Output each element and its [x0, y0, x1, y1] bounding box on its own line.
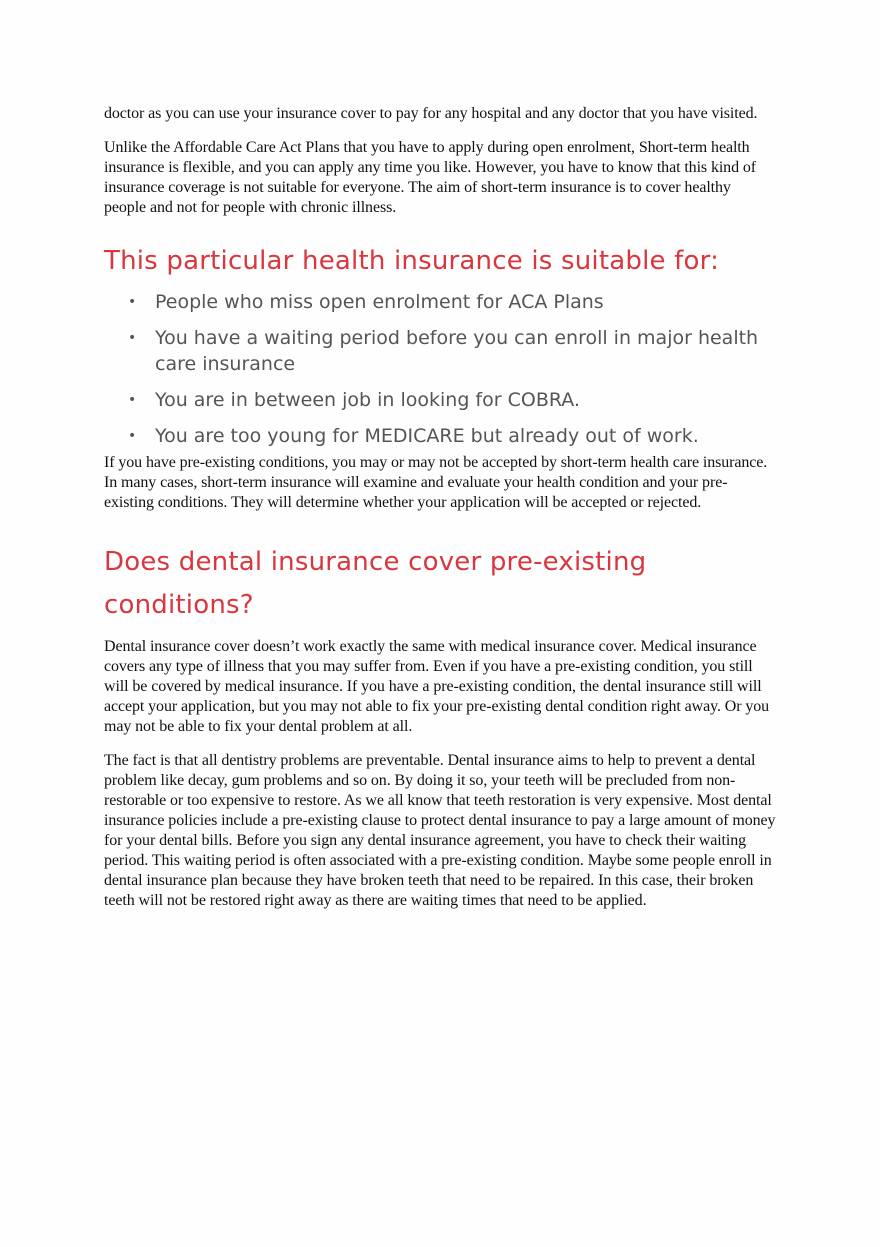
heading-suitable-for: This particular health insurance is suitable for: — [104, 246, 720, 276]
list-item — [104, 423, 776, 449]
bullet-icon: • — [128, 330, 137, 346]
list-item — [104, 325, 776, 377]
bullet-icon: • — [128, 294, 137, 310]
suitable-for-list — [104, 289, 776, 449]
list-item-text: People who miss open enrolment for ACA Plans — [155, 291, 604, 313]
list-item — [104, 289, 776, 315]
list-item — [104, 387, 776, 413]
bullet-icon: • — [128, 392, 137, 408]
bullet-icon: • — [128, 428, 137, 444]
paragraph-pre-existing-acceptance: If you have pre-existing conditions, you may or may not be accepted by short-term health care insurance. In many cases, short-term insurance will examine and evaluate your health condition and your pre-existing conditions. They will determine whether your application will be accepted or rejected. — [104, 454, 768, 511]
paragraph-short-term-flexibility: Unlike the Affordable Care Act Plans that you have to apply during open enrolment, Short-term health insurance is flexible, and you can apply any time you like. However, you have to know that this kind of insurance coverage is not suitable for everyone. The aim of short-term insurance is to cover healthy people and not for people with chronic illness. — [104, 139, 757, 216]
document-page — [104, 104, 776, 911]
list-item-text: You are too young for MEDICARE but already out of work. — [155, 425, 699, 447]
paragraph-intro-continued: doctor as you can use your insurance cover to pay for any hospital and any doctor that you have visited. — [104, 105, 758, 122]
list-item-text: You are in between job in looking for COBRA. — [155, 389, 580, 411]
list-item-text: You have a waiting period before you can enroll in major health care insurance — [155, 327, 759, 375]
paragraph-dentistry-preventable: The fact is that all dentistry problems are preventable. Dental insurance aims to help to prevent a dental problem like decay, gum problems and so on. By doing it so, your teeth will be precluded from non-restorable or too expensive to restore. As we all know that teeth restoration is very expensive. Most dental insurance policies include a pre-existing clause to protect dental insurance to pay a large amount of money for your dental bills. Before you sign any dental insurance agreement, you have to check their waiting period. This waiting period is often associated with a pre-existing condition. Maybe some people enroll in dental insurance plan because they have broken teeth that need to be repaired. In this case, their broken teeth will not be restored right away as there are waiting times that need to be applied. — [104, 752, 776, 909]
paragraph-dental-vs-medical: Dental insurance cover doesn’t work exactly the same with medical insurance cover. Medical insurance covers any type of illness that you may suffer from. Even if you have a pre-existing condition, you still will be covered by medical insurance. If you have a pre-existing condition, the dental insurance still will accept your application, but you may not able to fix your pre-existing dental condition right away. Or you may not be able to fix your dental problem at all. — [104, 638, 770, 735]
heading-dental-insurance: Does dental insurance cover pre-existing conditions? — [104, 547, 647, 620]
